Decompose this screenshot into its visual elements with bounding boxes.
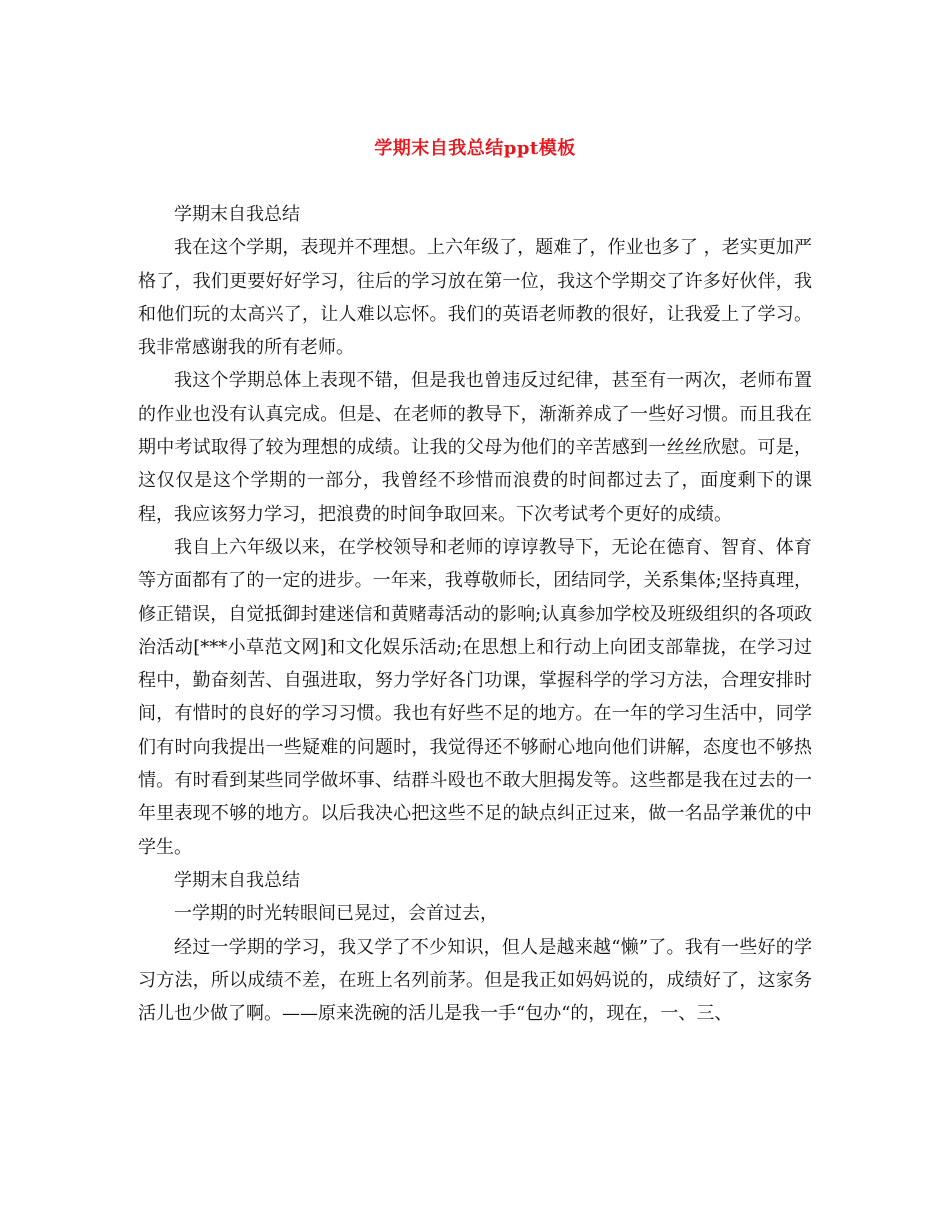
body-paragraph: 我这个学期总体上表现不错，但是我也曾违反过纪律，甚至有一两次，老师布置的作业也没有认真完成。但是、在老师的教导下，渐渐养成了一些好习惯。而且我在期中考试取得了较为理想的成绩。让我的父母为他们的辛苦感到一丝丝欣慰。可是，这仅仅是这个学期的一部分，我曾经不珍惜而浪费的时间都过去了，面度剩下的课程，我应该努力学习，把浪费的时间争取回来。下次考试考个更好的成绩。 xyxy=(138,370,812,525)
body-paragraph: 我在这个学期，表现并不理想。上六年级了，题难了，作业也多了 ，老实更加严格了，我们更要好好学习，往后的学习放在第一位，我这个学期交了许多好伙伴，我和他们玩的太高兴了，让人难以忘怀。我们的英语老师教的很好，让我爱上了学习。我非常感谢我的所有老师。 xyxy=(138,237,812,359)
body-paragraph: 经过一学期的学习，我又学了不少知识，但人是越来越“懒”了。我有一些好的学习方法，所以成绩不差，在班上名列前茅。但是我正如妈妈说的，成绩好了，这家务活儿也少做了啊。——原来洗碗的活儿是我一手“包办“的，现在，一、三、 xyxy=(138,936,812,1025)
document-title: 学期末自我总结ppt模板 xyxy=(374,138,576,159)
body-paragraph: 我自上六年级以来，在学校领导和老师的谆谆教导下，无论在德育、智育、体育等方面都有了的一定的进步。一年来，我尊敬师长，团结同学，关系集体;坚持真理，修正错误，自觉抵御封建迷信和黄赌毒活动的影响;认真参加学校及班级组织的各项政治活动[***小草范文网]和文化娱乐活动;在思想上和行动上向团支部靠拢，在学习过程中，勤奋刻苦、自强进取，努力学好各门功课，掌握科学的学习方法，合理安排时间，有惜时的良好的学习习惯。我也有好些不足的地方。在一年的学习生活中，同学们有时向我提出一些疑难的问题时，我觉得还不够耐心地向他们讲解，态度也不够热情。有时看到某些同学做坏事、结群斗殴也不敢大胆揭发等。这些都是我在过去的一年里表现不够的地方。以后我决心把这些不足的缺点纠正过来，做一名品学兼优的中学生。 xyxy=(138,536,812,858)
section-heading: 学期末自我总结 xyxy=(174,204,300,225)
body-paragraph: 一学期的时光转眼间已晃过，会首过去， xyxy=(174,903,498,925)
section-heading: 学期末自我总结 xyxy=(174,869,300,891)
document-body xyxy=(138,198,812,1030)
